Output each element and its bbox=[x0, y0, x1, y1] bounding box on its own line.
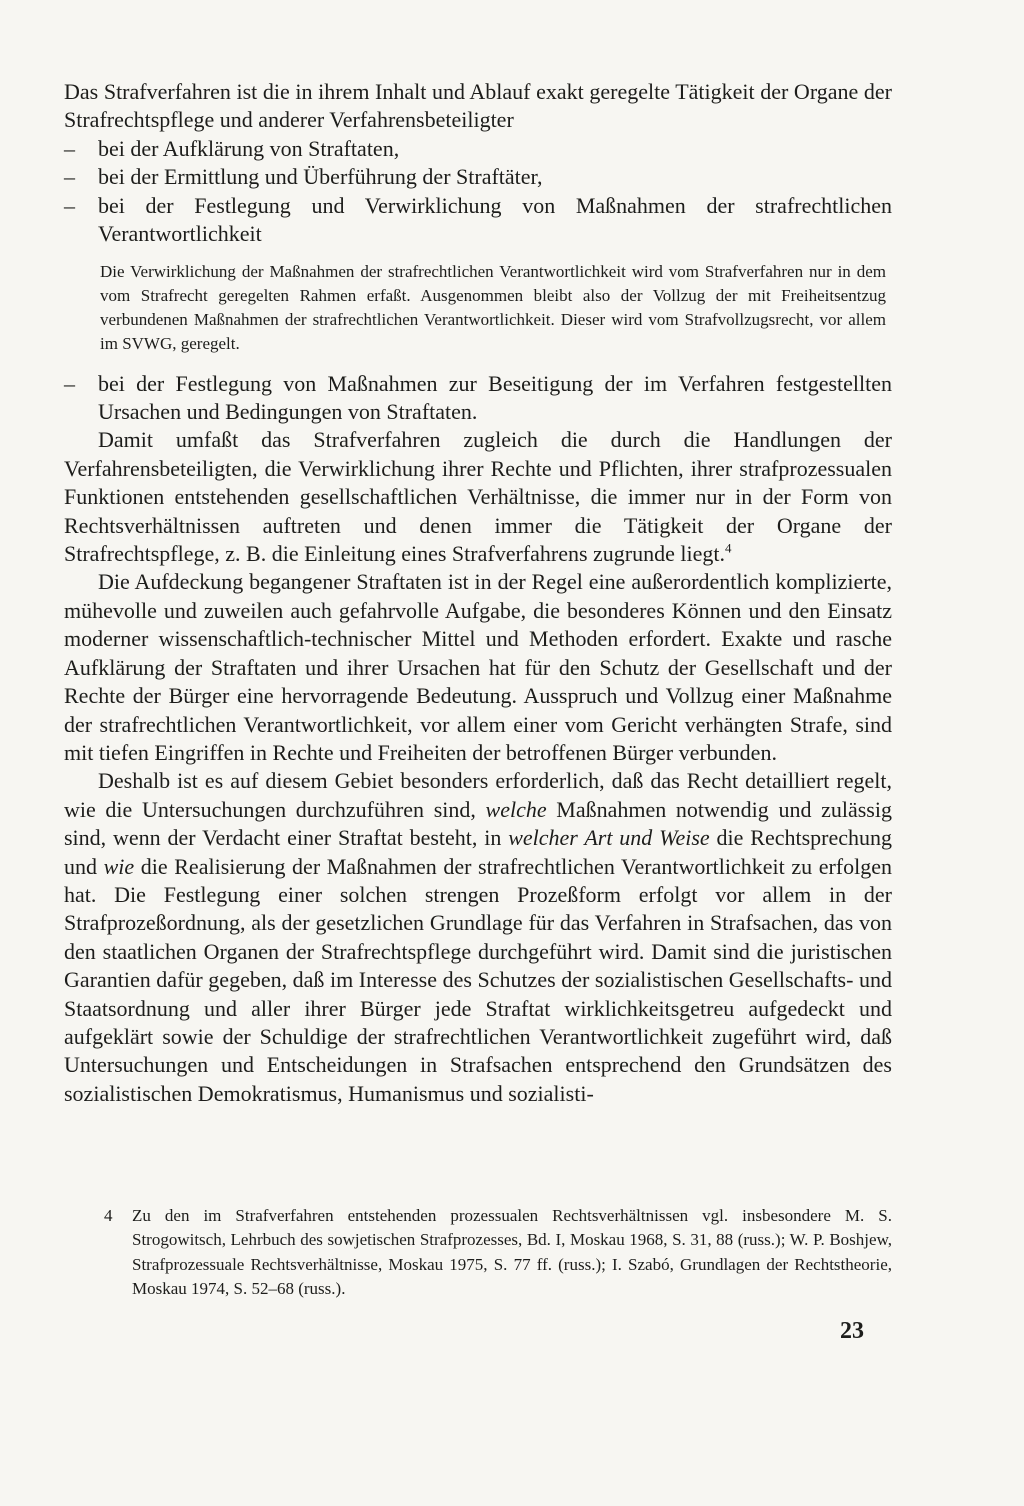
emphasis: welche bbox=[485, 796, 547, 822]
intro-paragraph: Das Strafverfahren ist die in ihrem Inhalt und Ablauf exakt geregelte Tätigkeit der Organe der Strafrechtspflege und anderer Verfahrensbeteiligter bbox=[64, 79, 892, 133]
bullet-item-4: – bei der Festlegung von Maßnahmen zur Beseitigung der im Verfahren festgestellten Ursachen und Bedingungen von Straftaten. bbox=[64, 370, 892, 425]
emphasis: wie bbox=[103, 853, 135, 879]
footnotes bbox=[104, 1204, 892, 1302]
bullet-item-1: – bei der Aufklärung von Straftaten, bbox=[64, 135, 892, 163]
bullet-item-3: – bei der Festlegung und Verwirklichung von Maßnahmen der strafrechtlichen Verantwortlichkeit bbox=[64, 192, 892, 247]
bullet-dash: – bbox=[64, 192, 75, 218]
paragraph-4: Deshalb ist es auf diesem Gebiet besonders erforderlich, daß das Recht detailliert regelt, wie die Untersuchungen durchzuführen sind, welche Maßnahmen notwendig und zulässig sind, wenn der Verdacht einer Straftat besteht, in welcher Art und Weise die Rechtsprechung und wie die Realisierung der Maßnahmen der strafrechtlichen Verantwortlichkeit zu erfolgen hat. Die Festlegung einer solchen strengen Prozeßform erfolgt vor allem in der Strafprozeßordnung, als der gesetzlichen Grundlage für das Verfahren in Strafsachen, das von den staatlichen Organen der Strafrechtspflege durchgeführt wird. Damit sind die juristischen Garantien dafür gegeben, daß im Interesse des Schutzes der sozialistischen Gesellschafts- und Staatsordnung und aller ihrer Bürger jede Straftat wirklichkeitsgetreu aufgedeckt und aufgeklärt sowie der Schuldige der strafrechtlichen Verantwortlichkeit zugeführt wird, daß Untersuchungen und Entscheidungen in Strafsachen entsprechend den Grundsätzen des sozialistischen Demokratismus, Humanismus und sozialisti- bbox=[64, 768, 893, 1106]
footnote-number: 4 bbox=[104, 1206, 113, 1225]
bullet-dash: – bbox=[64, 370, 75, 396]
bullet-dash: – bbox=[64, 164, 75, 190]
small-print-note: Die Verwirklichung der Maßnahmen der strafrechtlichen Verantwortlichkeit wird vom Strafverfahren nur in dem vom Strafrecht geregelten Rahmen erfaßt. Ausgenommen bleibt also der Vollzug der mit Freiheitsentzug verbundenen Maßnahmen der strafrechtlichen Verantwortlichkeit. Dieser wird vom Strafvollzugsrecht, vor allem im SVWG, geregelt. bbox=[100, 262, 886, 353]
footnote-text: Zu den im Strafverfahren entstehenden prozessualen Rechtsverhältnissen vgl. insbesondere M. S. Strogowitsch, Lehrbuch des sowjetischen Strafprozesses, Bd. I, Moskau 1968, S. 31, 88 (russ.); W. P. Boshjew, Strafprozessuale Rechtsverhältnisse, Moskau 1975, S. 77 ff. (russ.); I. Szabó, Grundlagen der Rechtstheorie, Moskau 1974, S. 52–68 (russ.). bbox=[132, 1206, 892, 1299]
bullet-item-2: – bei der Ermittlung und Überführung der Straftäter, bbox=[64, 163, 892, 191]
footnote-4 bbox=[104, 1204, 892, 1302]
bullet-dash: – bbox=[64, 135, 75, 161]
paragraph-3: Die Aufdeckung begangener Straftaten ist in der Regel eine außerordentlich komplizierte, mühevolle und zuweilen auch gefahrvolle Aufgabe, die besonderes Können und den Einsatz moderner wissenschaftlich-technischer Mittel und Methoden erfordert. Exakte und rasche Aufklärung der Straftaten und ihrer Ursachen hat für den Schutz der Gesellschaft und der Rechte der Bürger eine hervorragende Bedeutung. Ausspruch und Vollzug einer Maßnahme der strafrechtlichen Verantwortlichkeit, vor allem einer vom Gericht verhängten Strafe, sind mit tiefen Eingriffen in Rechte und Freiheiten der betroffenen Bürger verbunden. bbox=[64, 569, 892, 765]
footnote-ref: 4 bbox=[725, 540, 732, 556]
page-number: 23 bbox=[840, 1318, 864, 1344]
main-text bbox=[64, 78, 892, 1108]
paragraph-2: Damit umfaßt das Strafverfahren zugleich die durch die Handlungen der Verfahrensbeteiligten, die Verwirklichung ihrer Rechte und Pflichten, ihrer strafprozessualen Funktionen entstehenden gesellschaftlichen Verhältnisse, die immer nur in der Form von Rechtsverhältnissen auftreten und denen immer die Tätigkeit der Organe der Strafrechtspflege, z. B. die Einleitung eines Strafverfahrens zugrunde liegt.$^4$ bbox=[64, 427, 892, 567]
emphasis: welcher Art und Weise bbox=[508, 825, 710, 851]
